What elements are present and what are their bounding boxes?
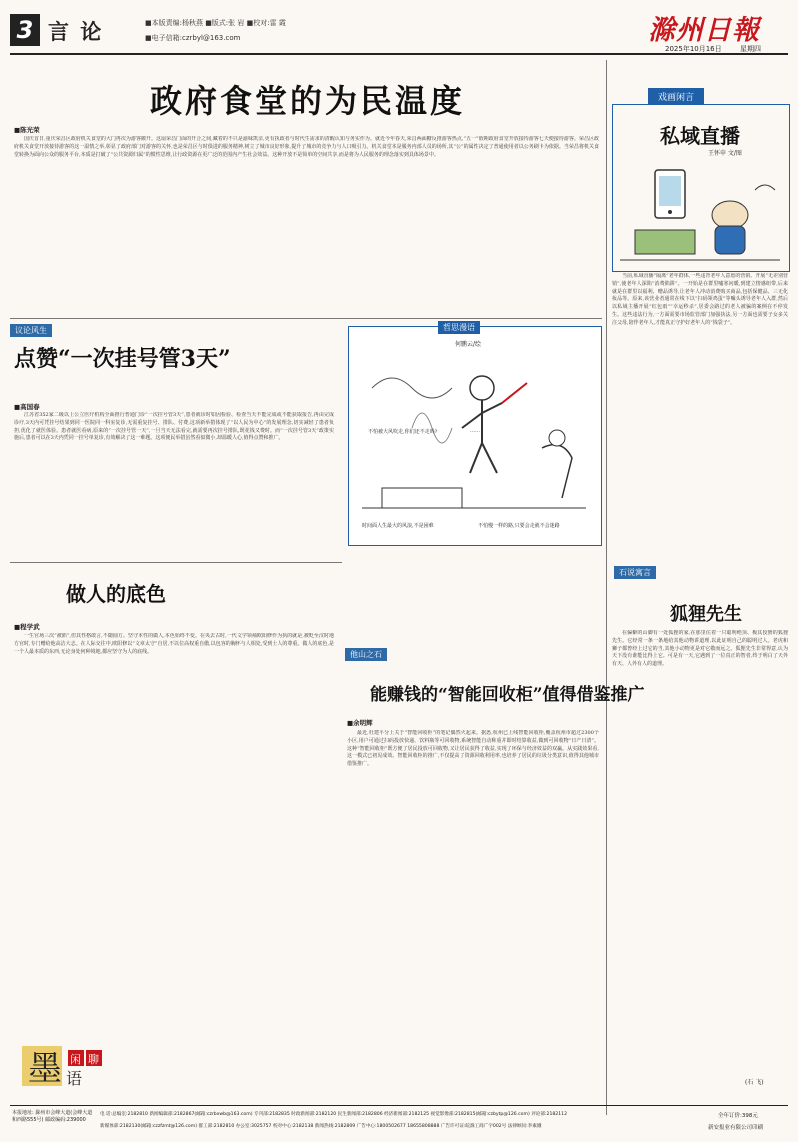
- foundation-body-text: 一生官场三次“被陷”,但其性格敢言,不随圆方。坚守本性的做人,本色始终不变。在央去古时,一代文学领袖欧阳修作为执的就是,被贬至汉时地方官时,专门赠给他高洁大志。在人际交往中,欧阳修以“文章太守”自居,不以位高权重自傲,以包容的胸怀与人相处,受到士人的尊重。做人的底色,是一个人最本质的东西,无论身处何种境地,都应坚守为人的底线。: [14, 633, 334, 655]
- issue-date: 2025年10月16日: [665, 45, 722, 53]
- essay-tag: 戏画闲言: [648, 88, 704, 105]
- essay-byline: 王怀申 文/图: [708, 150, 742, 157]
- lead-byline: ■陈光荣: [14, 126, 40, 134]
- praise-body: [14, 412, 334, 557]
- essay-headline: 私域直播: [660, 124, 740, 148]
- essay-illustration: [615, 160, 785, 268]
- lead-body: [14, 136, 599, 316]
- footer-phones-1: 电 话:总编室:2182810 新闻编辑部:2182867(邮箱:czrbxwb@163.com) 专刊部:2182835 时政新闻部:2182120 民生新闻部:2182806 经济新闻部:2182125 视觉影像部:2182815(邮箱:czbytp@126.com) 评论部:2182112: [100, 1112, 567, 1117]
- masthead-rule: [10, 53, 788, 55]
- email-line: ■电子信箱:czrbyl@163.com: [145, 34, 241, 42]
- praise-headline: 点赞“一次挂号管3天”: [14, 346, 231, 372]
- comic-caption-bottom-left: 时间面人生最大的风浪,不是困难: [362, 523, 434, 529]
- comic-tag: 哲思漫语: [438, 321, 480, 334]
- lead-headline: 政府食堂的为民温度: [150, 82, 466, 120]
- fox-tag: 石说寓言: [614, 566, 656, 579]
- footer-printer: 新安报业有限公司印刷: [708, 1125, 764, 1131]
- praise-bottom-rule: [10, 562, 342, 563]
- ink-logo-icon: [20, 1040, 110, 1092]
- praise-tag: 议论风生: [10, 324, 52, 337]
- right-column-divider: [606, 60, 607, 1115]
- comic-caption-center: ……: [470, 428, 480, 434]
- praise-byline: ■高国春: [14, 403, 40, 411]
- svg-text:墨: 墨: [28, 1049, 62, 1089]
- smart-byline: ■余明辉: [347, 719, 373, 727]
- smart-body-text: 最近,杜建平分上关于“智能回收柜”的笔记偶然火起来。据悉,杭州已上线智能回收柜,覆盖杭州市超过2300个小区,用户可通过扫码投放快递、饮料瓶等可回收物,系统智能自动称重并即时结算收益,做到可回收物“日产日清”。这种“智能回收柜”既方便了居民投放可回收物,又让居民获得了收益,实现了环保与经济效益的双赢。从实践效果看,这一模式已初见成效。智能回收柜的推广,不仅提高了资源回收利用率,也培养了居民的垃圾分类意识,值得其他城市借鉴推广。: [347, 730, 599, 768]
- smart-tag: 他山之石: [345, 648, 387, 661]
- issue-weekday: 星期四: [740, 45, 761, 53]
- footer-phones-2: 新媒体部:2182130(邮箱:czzfzmt@126.com) 群工部:2182810 办公室:3025757 校对中心:2182138 新闻热线:2182809 广告中心:1800502677 18655808888 广告许可证:皖滁工商广字002号 法律顾问:李素娥: [100, 1124, 542, 1129]
- essay-body: [612, 273, 788, 491]
- foundation-body: [14, 633, 334, 933]
- smart-body: [347, 730, 599, 1100]
- svg-text:聊: 聊: [88, 1053, 99, 1066]
- comic-caption-left: 不怕被大风吹走,你们还不走吗?: [368, 429, 438, 435]
- page-number-badge: 3: [10, 14, 40, 46]
- fox-signature: (石 飞): [745, 1079, 764, 1086]
- praise-body-text: 江苏省352家二级以上公立医疗机构全面推行普通门诊“一次挂号管3天”,患者就诊时如因检验、检查当天不能完成或不能获取报告,再由完成诊疗,3天内可凭挂号结果到同一医院同一科室复诊,无需重复挂号、排队、付费,这项新举措体现了“以人民为中心”的发展理念,切实减轻了患者负担,优化了就医体验。患者就医看病,原来的“一次挂号管一天”,一旦当天无法看完,就需要再次挂号排队,既花钱又费时。而“一次挂号管3天”政策实施后,患者可以在3天内凭同一挂号单复诊,有效解决了这一难题。这项便民举措虽然看似微小,却温暖人心,值得点赞和推广。: [14, 412, 334, 442]
- editors-line: ■本版责编:杨秋燕 ■版式:张 岩 ■校对:雷 霞: [145, 19, 286, 27]
- comic-credit: 何鹏云/绘: [455, 341, 482, 348]
- footer-price: 全年订价:398元: [718, 1113, 758, 1119]
- foundation-headline: 做人的底色: [66, 582, 166, 606]
- paper-name-logo: 滁州日報: [648, 15, 760, 46]
- fox-headline: 狐狸先生: [670, 604, 742, 625]
- smart-headline: 能赚钱的“智能回收柜”值得借鉴推广: [370, 685, 645, 705]
- foundation-byline: ■程学武: [14, 623, 40, 631]
- essay-body-text: 当前,私域直播“隔离”老年群体,一些违背老年人意愿的营销、开展“无差别营销”,使老年人深陷“消费陷阱”。一开始是在群里嘘寒问暖,到建立情感纽带,后来就是在群里以福利、赠品诱导,让老年人冲动消费购买商品,包括保健品、三无化妆品等。原来,该营业者通常在线下以“扫码领鸡蛋”等噱头诱导老年人入群,然后以私域主播开展“红包雨”“幸运秒杀”,居委会路过的老人被骗的案例在不停发生。这些违法行为,一方面需要市场监管部门加强执法,另一方面也需要子女多关注父母,陪伴老年人,才能真正守护好老年人的“钱袋子”。: [612, 273, 788, 326]
- svg-text:闲: 闲: [70, 1053, 81, 1066]
- lead-bottom-rule: [10, 318, 602, 319]
- fox-body-text: 在偏僻的山脚有一处狐狸的家,在那里住着一只聪明绝顶、极其狡猾的狐狸先生。它经常一条一条地给其他动物讲道理,以此证明自己的聪明过人。老虎和狮子都曾经上过它的当,其他小动物更是对它敬而远之。狐狸先生非常得意,认为天下没有谁能比得上它。可是有一天,它遇到了一位真正的智者,终于明白了天外有天、人外有人的道理。: [612, 630, 788, 668]
- footer-address: 本报地址: 滁州市会峰大道(会峰大道和西路555号) 邮政编码:239000: [12, 1110, 93, 1123]
- column-logo: [20, 1040, 110, 1092]
- fox-body: [612, 630, 788, 1070]
- svg-text:语: 语: [66, 1069, 83, 1088]
- lead-body-text: 国庆首日,重庆荣昌区政府机关食堂的大门再次为游客敞开。这扇荣昌门面的开合之间,藏着的不只是渝味凯亲,更有执政者与时代生需求的清醒认知与务实作为。就近今年春天,荣昌两面糖反推游客热点,“五一”假期政府食堂开放接待游客七天便接待游客。荣昌区政府机关食堂开放接待游客的这一温情之举,彰显了政府部门对游客的关怀,也是荣昌区与时俱进的服务精神,树立了城市良好形象,提升了城市的竞争力与人口吸引力。机关食堂本是服务内部人员的场所,其“公”的属性决定了普通使用者以公务刷卡为依据。当荣昌将机关食堂转换为面向公众的服务平台,本质是打破了“公共资源归属”的惯性思维,让行政资源在更广泛的范围内产生社会效益。这种开放不是简单的空间共享,而是将为人民服务的理念落实到具体场景中。: [14, 136, 599, 158]
- comic-caption-bottom-right: 不怕慢一样的路,只要会走就不会迷路: [478, 523, 560, 529]
- footer-rule: [10, 1105, 788, 1106]
- section-title: 言 论: [48, 19, 104, 44]
